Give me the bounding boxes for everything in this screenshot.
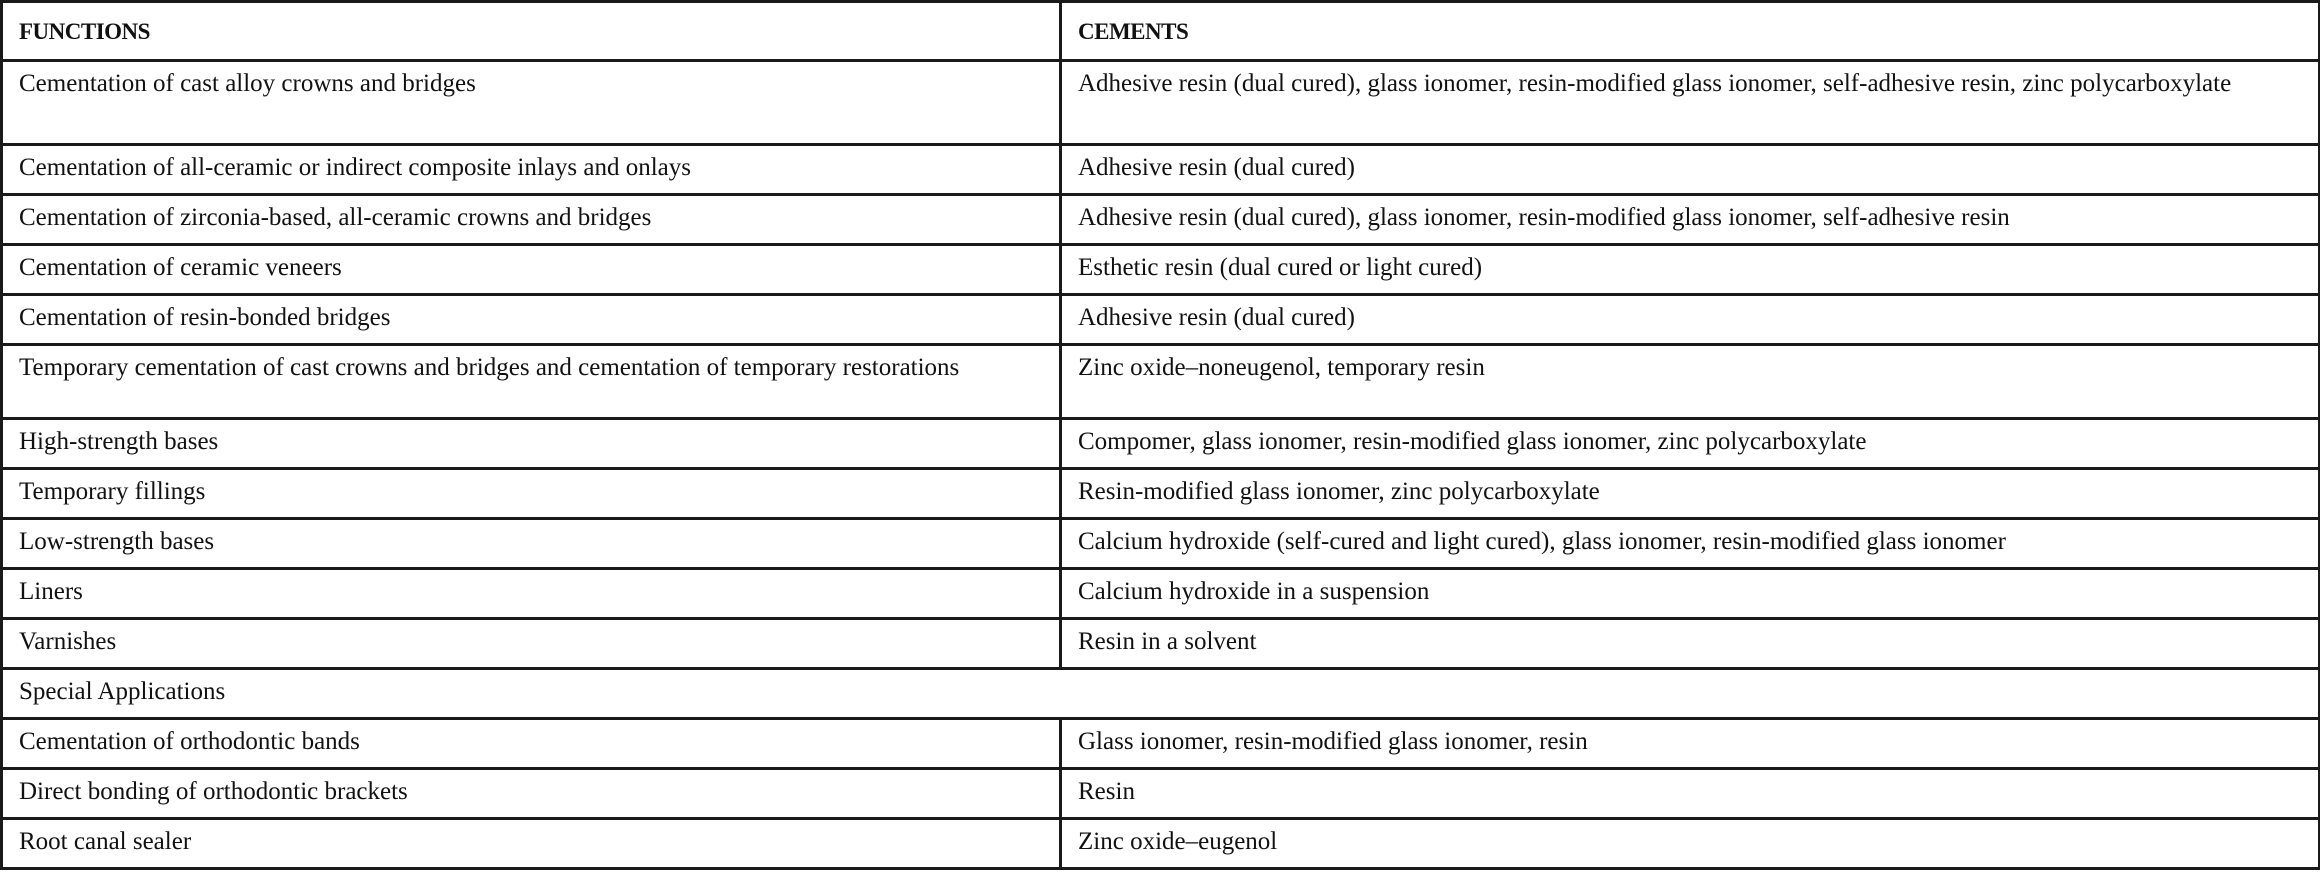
table-row xyxy=(2,345,2320,419)
table-row xyxy=(2,245,2320,295)
table-row xyxy=(2,819,2320,869)
function-cell: Cementation of zirconia-based, all-ceramic crowns and bridges xyxy=(2,195,1061,245)
header-row xyxy=(2,2,2320,61)
cements-cell: Adhesive resin (dual cured), glass ionomer, resin-modified glass ionomer, self-adhesive resin, zinc polycarboxylate xyxy=(1061,61,2320,145)
function-cell: Temporary fillings xyxy=(2,469,1061,519)
table-row xyxy=(2,619,2320,669)
table-row xyxy=(2,569,2320,619)
table-row xyxy=(2,469,2320,519)
header-cements: CEMENTS xyxy=(1061,2,2320,61)
cements-cell: Calcium hydroxide (self-cured and light cured), glass ionomer, resin-modified glass ionomer xyxy=(1061,519,2320,569)
cements-cell: Adhesive resin (dual cured), glass ionomer, resin-modified glass ionomer, self-adhesive resin xyxy=(1061,195,2320,245)
function-cell: Temporary cementation of cast crowns and bridges and cementation of temporary restorations xyxy=(2,345,1061,419)
table-row xyxy=(2,519,2320,569)
function-cell: Root canal sealer xyxy=(2,819,1061,869)
section-row-special-applications xyxy=(2,669,2320,719)
table-row xyxy=(2,61,2320,145)
table-row xyxy=(2,769,2320,819)
function-cell: Cementation of orthodontic bands xyxy=(2,719,1061,769)
cements-cell: Adhesive resin (dual cured) xyxy=(1061,145,2320,195)
cements-cell: Resin in a solvent xyxy=(1061,619,2320,669)
cements-cell: Esthetic resin (dual cured or light cured) xyxy=(1061,245,2320,295)
cements-cell: Compomer, glass ionomer, resin-modified glass ionomer, zinc polycarboxylate xyxy=(1061,419,2320,469)
cements-cell: Zinc oxide–noneugenol, temporary resin xyxy=(1061,345,2320,419)
function-cell: Direct bonding of orthodontic brackets xyxy=(2,769,1061,819)
table-row xyxy=(2,145,2320,195)
function-cell: Low-strength bases xyxy=(2,519,1061,569)
table-row xyxy=(2,295,2320,345)
section-label: Special Applications xyxy=(2,669,2320,719)
cements-cell: Glass ionomer, resin-modified glass ionomer, resin xyxy=(1061,719,2320,769)
table-row xyxy=(2,719,2320,769)
cements-cell: Adhesive resin (dual cured) xyxy=(1061,295,2320,345)
function-cell: High-strength bases xyxy=(2,419,1061,469)
function-cell: Cementation of cast alloy crowns and bridges xyxy=(2,61,1061,145)
function-cell: Cementation of ceramic veneers xyxy=(2,245,1061,295)
header-functions: FUNCTIONS xyxy=(2,2,1061,61)
cements-cell: Resin xyxy=(1061,769,2320,819)
cements-cell: Calcium hydroxide in a suspension xyxy=(1061,569,2320,619)
table-row xyxy=(2,195,2320,245)
function-cell: Cementation of all-ceramic or indirect composite inlays and onlays xyxy=(2,145,1061,195)
function-cell: Varnishes xyxy=(2,619,1061,669)
cements-cell: Resin-modified glass ionomer, zinc polycarboxylate xyxy=(1061,469,2320,519)
function-cell: Liners xyxy=(2,569,1061,619)
cements-cell: Zinc oxide–eugenol xyxy=(1061,819,2320,869)
function-cell: Cementation of resin-bonded bridges xyxy=(2,295,1061,345)
table-row xyxy=(2,419,2320,469)
